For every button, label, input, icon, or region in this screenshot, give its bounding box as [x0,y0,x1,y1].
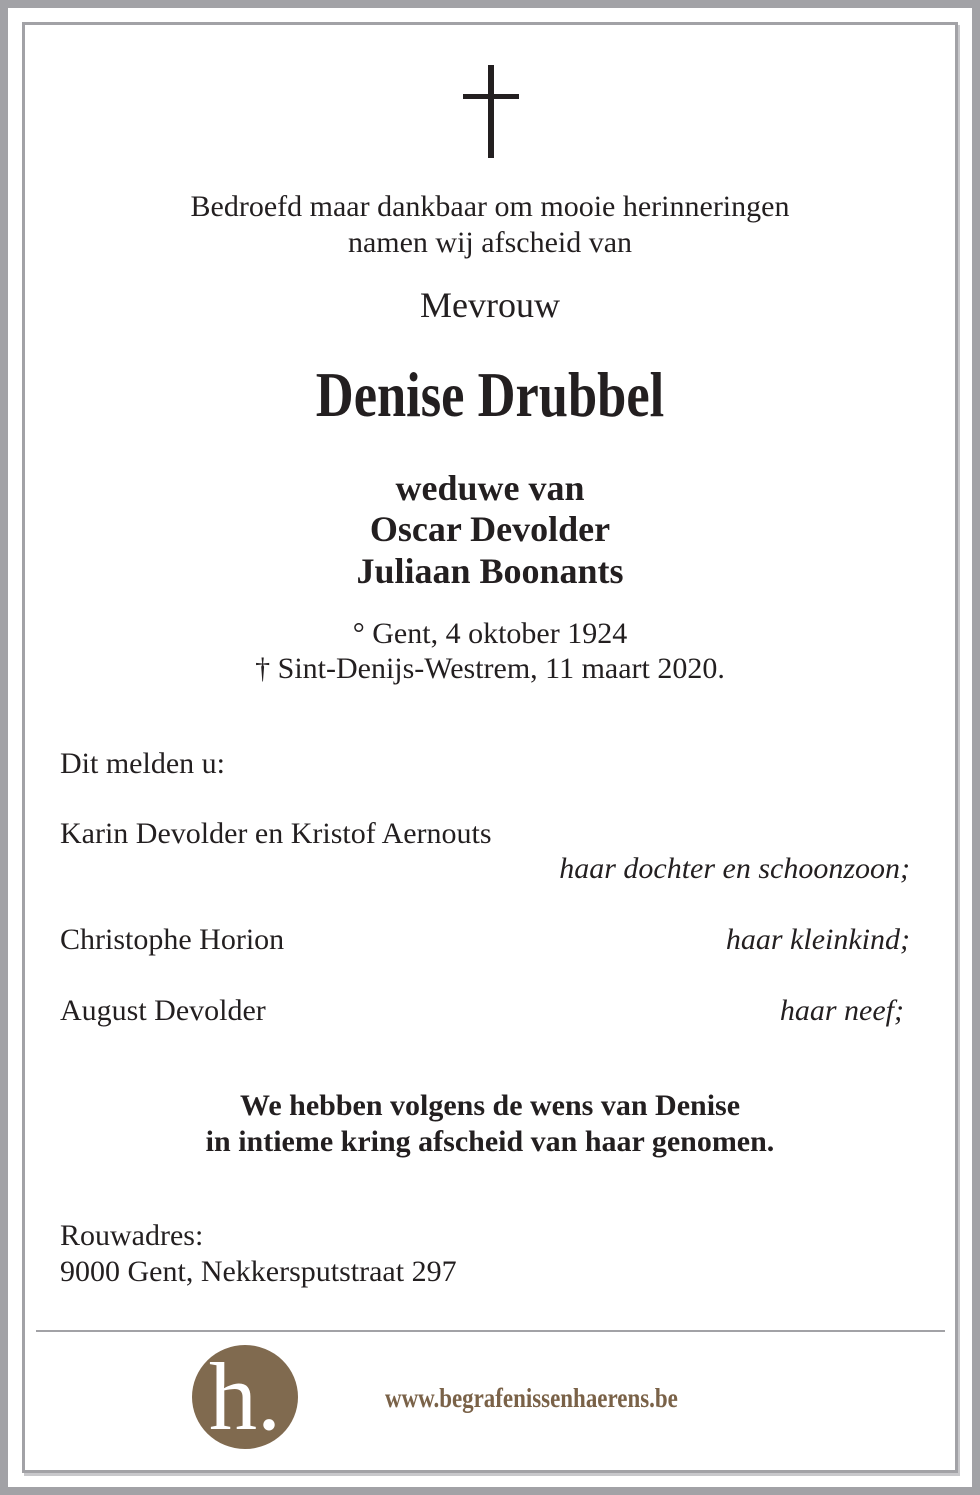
family-relation: haar neef; [779,994,904,1027]
family-relation: haar dochter en schoonzoon; [559,852,910,885]
family-name: Christophe Horion [60,923,285,956]
divider [36,1330,945,1332]
announce-label: Dit melden u: [60,747,225,780]
closing-line-2: in intieme kring afscheid van haar genomen. [205,1125,775,1158]
title: Mevrouw [420,285,560,325]
birth-info: ° Gent, 4 oktober 1924 [352,617,628,650]
closing-line-1: We hebben volgens de wens van Denise [239,1089,741,1122]
family-name: August Devolder [60,994,266,1027]
family-relation: haar kleinkind; [725,923,910,956]
family-name: Karin Devolder en Kristof Aernouts [60,817,492,850]
deceased-name: Denise Drubbel [315,359,665,430]
funeral-home-logo: h. [192,1345,298,1449]
address-label: Rouwadres: [60,1219,204,1252]
spouse-1: Oscar Devolder [369,509,611,549]
spouse-2: Juliaan Boonants [356,551,624,591]
cross-icon [463,65,519,158]
address: 9000 Gent, Nekkersputstraat 297 [60,1255,457,1288]
intro-line-1: Bedroefd maar dankbaar om mooie herinneringen [190,190,790,223]
intro-line-2: namen wij afscheid van [347,226,633,259]
website-link[interactable]: www.begrafenissenhaerens.be [385,1383,678,1413]
widow-label: weduwe van [395,468,585,508]
death-info: † Sint-Denijs-Westrem, 11 maart 2020. [255,652,725,685]
